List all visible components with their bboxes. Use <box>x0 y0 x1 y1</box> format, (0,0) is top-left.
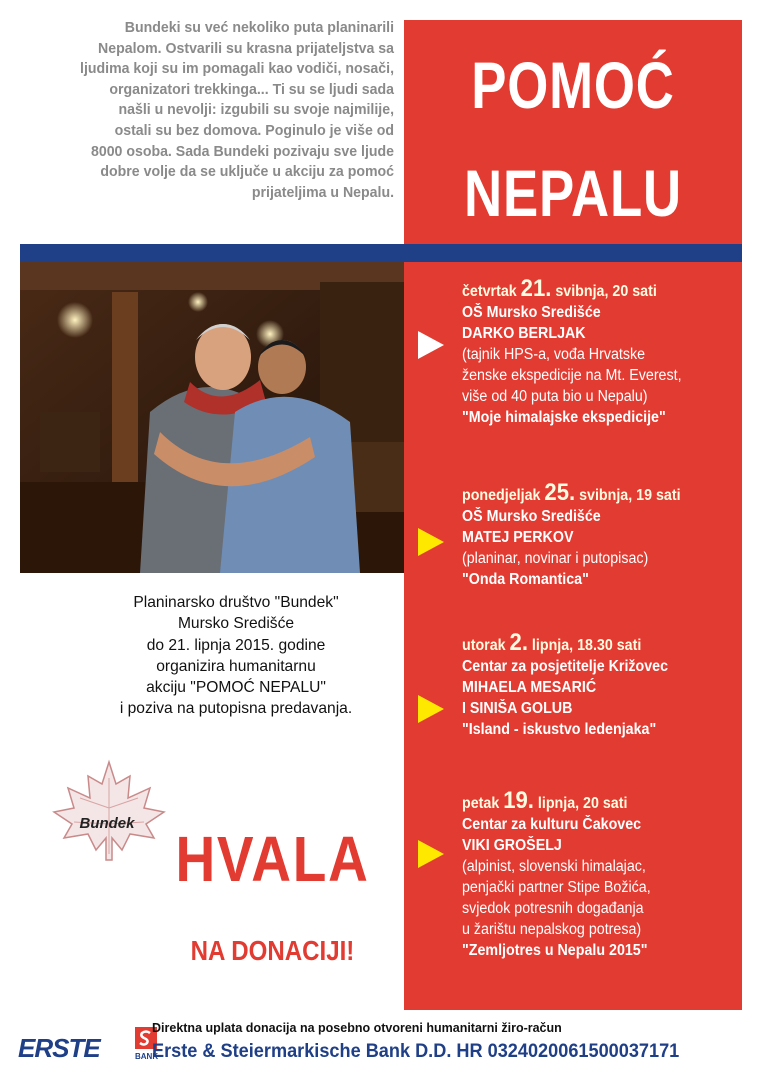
organizer-line: i poziva na putopisna predavanja. <box>119 700 353 718</box>
event-day: ponedjeljak <box>462 487 545 504</box>
intro-line: ostali su bez domova. Poginulo je više od <box>114 121 394 139</box>
organizer-line: do 21. lipnja 2015. godine <box>146 636 326 654</box>
event-speaker: VIKI GROŠELJ <box>462 837 562 854</box>
thanks-subheading: NA DONACIJI! <box>190 935 355 966</box>
event-date <box>462 479 724 506</box>
event-desc: u žarištu nepalskog potresa) <box>462 921 642 938</box>
event-item <box>462 787 747 961</box>
event-speaker: MATEJ PERKOV <box>462 529 574 546</box>
event-venue: OŠ Mursko Središće <box>462 304 601 321</box>
event-desc: (alpinist, slovenski himalajac, <box>462 858 646 875</box>
event-item <box>462 275 747 428</box>
erste-logo <box>18 1033 159 1064</box>
event-date <box>462 787 724 814</box>
event-month-time: lipnja, 18.30 sati <box>527 637 642 654</box>
event-speaker: DARKO BERLJAK <box>462 325 586 342</box>
intro-line: prijateljima u Nepalu. <box>251 183 394 201</box>
organizer-line: organizira humanitarnu <box>156 657 316 675</box>
erste-logo-text: ERSTE <box>18 1033 100 1063</box>
event-speaker-2: I SINIŠA GOLUB <box>462 700 573 717</box>
intro-line: organizatori trekkinga... Ti su se ljudi sada <box>109 80 394 98</box>
event-date <box>462 629 724 656</box>
event-talk-title: "Moje himalajske ekspedicije" <box>462 409 666 426</box>
event-talk-title: "Onda Romantica" <box>462 571 589 588</box>
event-talk-title: "Zemljotres u Nepalu 2015" <box>462 942 648 959</box>
intro-line: ljudima koji su im pomagali kao vodiči, nosači, <box>80 60 395 78</box>
event-day-number: 2. <box>509 629 528 656</box>
event-desc: penjački partner Stipe Božića, <box>462 879 651 896</box>
event-month-time: svibnja, 19 sati <box>575 487 681 504</box>
maple-leaf-icon <box>50 758 168 863</box>
event-venue: OŠ Mursko Središće <box>462 508 601 525</box>
event-item <box>462 629 747 740</box>
intro-line: dobre volje da se uključe u akciju za pomoć <box>100 163 394 181</box>
donation-note: Direktna uplata donacija na posebno otvoreni humanitarni žiro-račun <box>152 1021 562 1035</box>
intro-line: Bundeki su već nekoliko puta planinarili <box>124 19 394 36</box>
organizer-line: Planinarsko društvo "Bundek" <box>133 594 339 611</box>
event-desc: (planinar, novinar i putopisac) <box>462 550 649 567</box>
organizer-line: akciju "POMOĆ NEPALU" <box>146 679 326 697</box>
intro-text <box>37 18 394 203</box>
event-day-number: 19. <box>503 787 534 814</box>
title-line-2: NEPALU <box>464 156 682 230</box>
bank-account: Erste & Steiermarkische Bank D.D. HR 0324020061500037171 <box>152 1040 680 1062</box>
event-desc: svjedok potresnih događanja <box>462 900 644 917</box>
event-talk-title: "Island - iskustvo ledenjaka" <box>462 721 657 738</box>
event-desc: više od 40 puta bio u Nepalu) <box>462 388 648 405</box>
intro-line: Nepalom. Ostvarili su krasna prijateljstva sa <box>98 39 395 57</box>
event-month-time: lipnja, 20 sati <box>533 795 628 812</box>
erste-logo-sub: BANK <box>135 1052 159 1061</box>
intro-line: našli u nevolji: izgubili su svoje najmilije, <box>118 101 394 119</box>
thanks-heading: HVALA <box>175 823 370 895</box>
event-day-number: 25. <box>544 479 576 506</box>
organizer-text <box>80 592 392 720</box>
event-date <box>462 275 724 302</box>
event-speaker: MIHAELA MESARIĆ <box>462 679 597 696</box>
event-day-number: 21. <box>520 275 552 302</box>
photo-two-men-hugging <box>20 262 404 573</box>
event-venue: Centar za kulturu Čakovec <box>462 816 642 833</box>
event-day: utorak <box>462 637 510 654</box>
organizer-line: Mursko Središće <box>177 615 295 633</box>
event-desc: ženske ekspedicije na Mt. Everest, <box>462 367 682 384</box>
event-item <box>462 479 747 590</box>
event-day: četvrtak <box>462 283 521 300</box>
title-line-1: POMOĆ <box>471 48 675 122</box>
event-month-time: svibnja, 20 sati <box>551 283 657 300</box>
arrow-icon <box>418 331 444 359</box>
logo-label: Bundek <box>79 815 135 832</box>
arrow-icon <box>418 840 444 868</box>
blue-divider <box>20 244 742 262</box>
photo-illustration <box>20 262 404 573</box>
arrow-icon <box>418 528 444 556</box>
arrow-icon <box>418 695 444 723</box>
event-venue: Centar za posjetitelje Križovec <box>462 658 669 675</box>
event-desc: (tajnik HPS-a, vođa Hrvatske <box>462 346 646 363</box>
intro-line: 8000 osoba. Sada Bundeki pozivaju sve ljude <box>90 142 394 160</box>
event-day: petak <box>462 795 504 812</box>
